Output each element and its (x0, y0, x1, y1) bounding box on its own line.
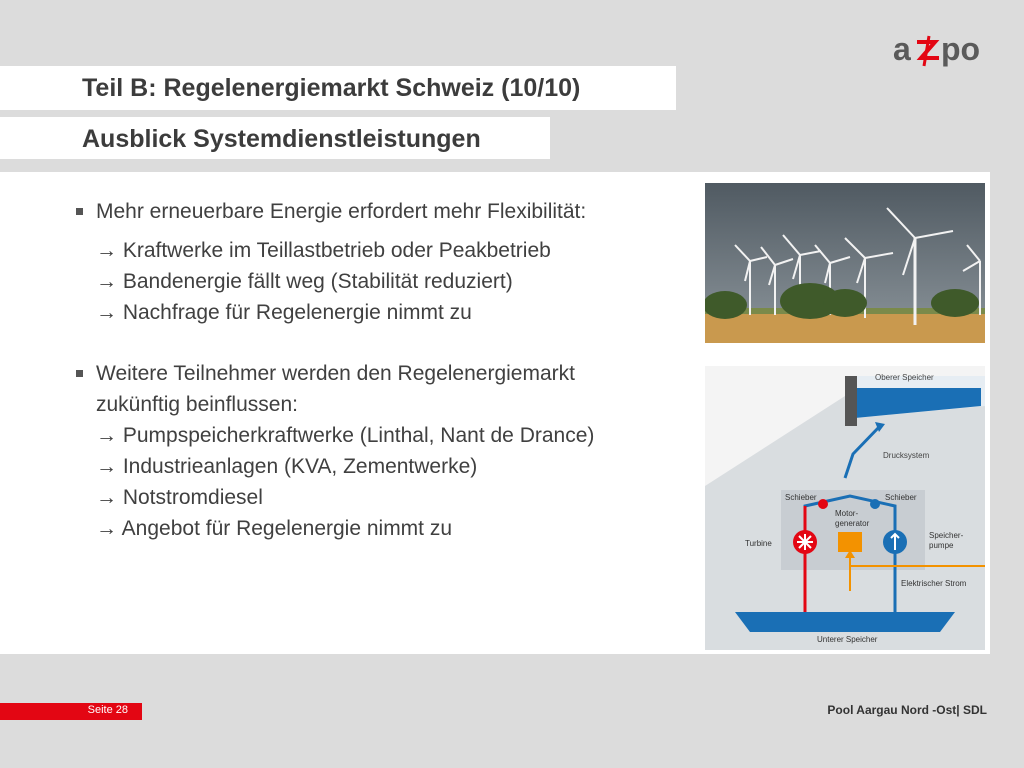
sub-item: → Notstromdiesel (96, 486, 263, 509)
bullet-square-icon (76, 370, 83, 377)
bullet-participants: Weitere Teilnehmer werden den Regelenergiemarkt (76, 358, 594, 389)
valve-icon (818, 499, 828, 509)
bullet-content (76, 196, 594, 544)
sub-item: → Pumpspeicherkraftwerke (Linthal, Nant de Drance) (96, 424, 595, 447)
svg-text:Schieber: Schieber (885, 493, 917, 502)
svg-text:generator: generator (835, 519, 870, 528)
wind-turbines-photo (705, 183, 985, 343)
lower-reservoir (735, 612, 955, 632)
svg-text:Drucksystem: Drucksystem (883, 451, 930, 460)
axpo-logo (893, 30, 993, 70)
sub-item: → Bandenergie fällt weg (Stabilität reduziert) (96, 270, 513, 293)
svg-text:pumpe: pumpe (929, 541, 954, 550)
svg-text:Unterer Speicher: Unterer Speicher (817, 635, 878, 644)
bullet-flexibility: Mehr erneuerbare Energie erfordert mehr Flexibilität: (76, 196, 594, 227)
bullet-continuation: zukünftig beinflussen: (96, 393, 298, 416)
sub-item: → Kraftwerke im Teillastbetrieb oder Peakbetrieb (96, 239, 551, 262)
valve-icon (870, 499, 880, 509)
pumped-storage-diagram (705, 366, 985, 650)
sub-item: → Angebot für Regelenergie nimmt zu (96, 517, 453, 540)
svg-text:Elektrischer Strom: Elektrischer Strom (901, 579, 967, 588)
sub-item: → Industrieanlagen (KVA, Zementwerke) (96, 455, 478, 478)
svg-text:po: po (941, 31, 981, 67)
bullet-square-icon (76, 208, 83, 215)
svg-text:Schieber: Schieber (785, 493, 817, 502)
footer-source: Pool Aargau Nord -Ost| SDL (827, 703, 987, 717)
svg-text:Turbine: Turbine (745, 539, 772, 548)
motor-generator-icon (838, 532, 862, 552)
svg-text:Motor-: Motor- (835, 509, 859, 518)
svg-text:Speicher-: Speicher- (929, 531, 964, 540)
svg-text:a: a (893, 31, 911, 67)
svg-text:Oberer Speicher: Oberer Speicher (875, 373, 934, 382)
page-number-badge: Seite 28 (0, 703, 142, 720)
slide-subtitle: Ausblick Systemdienstleistungen (0, 117, 550, 159)
sub-item: → Nachfrage für Regelenergie nimmt zu (96, 301, 472, 324)
slide-title: Teil B: Regelenergiemarkt Schweiz (10/10) (0, 66, 676, 110)
